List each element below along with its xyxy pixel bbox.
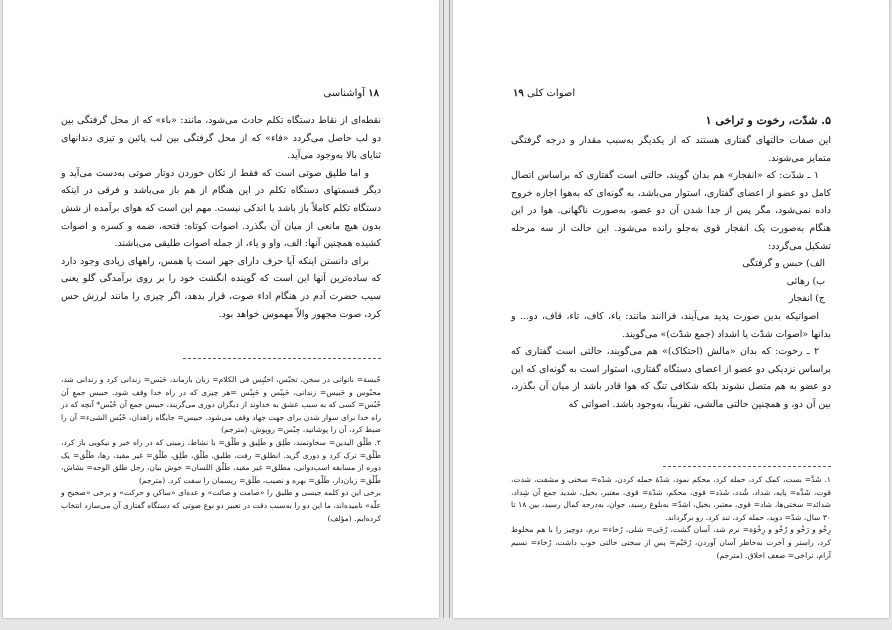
footnote-separator [183, 358, 381, 359]
left-footnote-3: برخی این دو کلمه جیسی و طلیق را «صامت و صائت» و عده‌ای «ساکن و حرکت» و برخی «صحیح و علّه» نامیده‌اند، ما این دو را به‌سبب دقت در تعبیر دو نوع صوتی که دستگاه گفتاری آن می‌سازد انتخاب کرده‌ایم. (مؤلف) [61, 488, 381, 523]
section-heading: ۵. شدّت، رخوت و تراخی ۱ [705, 114, 831, 127]
right-paragraph-3: ۲ ـ رخوت: که بدان «مالش (احتکاک)» هم می‌گویند، حالتی است گفتاری که براساس نزدیکی دو عضو از اعضای دستگاه گفتاری، استوار است به گونه‌ای که این دو عضو به هم متصل نشوند بلکه شکافی تنگ که هوا قادر باشد از میان آن بگذرد، بین آن دو، و همچنین حالتی مالشی، تقریباً، به‌وجود باشد. اصواتی که [511, 346, 831, 410]
page-divider-right [449, 0, 450, 618]
right-page-header [513, 88, 829, 99]
right-page-running-title: اصوات کلی [526, 88, 576, 99]
left-footnotes [61, 374, 381, 525]
left-footnote-2: ۲. طَلْق الیدین= سخاوتمند، طَلِق و طَلِیق و طَلْق= با نشاط، زمینی که در راه خیر و نیکویی باز کرد، طَلْق= ترک کرد و دوری گزید. انطلق= رفت، طلیق، طَلْق، طَلِق، طَلْق= غیر مقید، رها، طَلْق= یک دوره از مسابقه اسب‌دوانی، مطلق= غیر مقید، طَلْق اللسان= خوش بیان، رجل طلق الوجه= بشاش، طُلْق= زبان‌دار، طَلْق= بهره و نصیب، طَلَق= ریسمان را سفت کرد. (مترجم) [61, 437, 381, 485]
left-page-number-title [324, 88, 379, 99]
left-page [3, 0, 439, 618]
footnote-separator-right [663, 466, 831, 467]
left-paragraph-1: نقطه‌ای از نقاط دستگاه تکلم حادث می‌شود، مانند: «باء» که از محل گرفتگی بین دو لب حاصل می‌گردد «فاء» که از محل گرفتگی بین لب پائین و تیزی دندانهای ثنایای بالا به‌وجود می‌آید. [61, 115, 381, 162]
list-item: ج) انفجار [788, 293, 825, 305]
left-page-body [61, 112, 381, 323]
left-paragraph-2: و اما طلیق صوتی است که فقط از تکان خوردن دوتار صوتی به‌دست می‌آید و دیگر قسمتهای دستگاه تکلم در این هنگام از هم باز می‌باشد و فرقی در اینکه دستگاه تکلم کاملاً باز باشد یا اندکی نیست. مهم این است که هوای برآمده از شش بدون هیچ مانعی از میان آن بگذرد. اصوات کوتاه: فتحه، ضمه و کسره و اصوات کشیده همچنین آنها: الف، واو و یاء، از جمله اصوات طلیقی می‌باشند. [61, 167, 381, 250]
right-page-number-title [513, 88, 575, 99]
right-intro: این صفات حالتهای گفتاری هستند که از یکدیگر به‌سبب مقدار و درجه گرفتگی متمایز می‌شوند. [511, 135, 831, 164]
right-page-number: ۱۹ [513, 88, 524, 99]
right-footnote-1: ۱. شَدَّ= بست، کمک کرد، حمله کرد، محکم نمود، شدّهٔ حمله کردن، شدّه= سختی و مشقت، شدت، قوت، شَدَّه= پایه، شداد، شُدد، شَدَد= قوی، محکم، شدّة= قوی، معتبر، بخیل، شدید جمع آن شِداد، شدائد= سختی‌ها، شاد= قوی، معتبر، بخیل، اشدّ= به‌بلوغ رسید، جوان، به‌درجه کمال رسید، بین ۱۸ تا ۳۰ سال، شدّ= دوید، حمله کرد، تند کرد، رو برگرداند. [511, 475, 831, 522]
list-item: الف) حبس و گرفتگی [742, 258, 825, 270]
left-page-header [63, 88, 379, 99]
right-paragraph-2: اصواتیکه بدین صورت پدید می‌آیند، فرا‌انند مانند: باء، کاف، تاء، قاف، دو... و بدانها «اصوات شدّت یا اشداد (جمع شدّت)» می‌گویند. [511, 310, 831, 340]
left-paragraph-3: برای دانستن اینکه آیا حرف دارای جهر است یا همس، راههای زیادی وجود دارد که ساده‌ترین آنها این است که گوینده انگشت خود را بر روی برآمدگی گلو یعنی سیب حضرت آدم در هنگام اداء صوت، قرار بدهد، اگر چیزی را مانند لرزش حس کرد، صوت مجهور والاّ مهموس خواهد بود. [61, 255, 381, 320]
left-page-running-title: آواشناسی [323, 88, 366, 99]
right-paragraph-1: ۱ ـ شدّت: که «انفجار» هم بدان گویند، حالتی است گفتاری که براساس اتصال کامل دو عضو از اعضای گفتاری، استوار می‌باشد، به گونه‌ای که به‌هوا اجازه خروج داده نمی‌شود، مگر پس از جدا شدن آن دو عضو، به‌صورت ناگهانی. هوا در این هنگام به‌صورت یک انفجار قوی به‌جلو رانده می‌شود. این حالت از سه مرحله تشکیل می‌گردد: [511, 170, 831, 252]
left-footnote-1: حُبسة= ناتوانی در سخن، تحبّس، احتُبِس فی الکلام= زبان بازماند، حَبَس= زندانی کرد و زندانی شد، محبُوس و حَبیس= زندانی، حَبِیْس و حَبِیْس =هر چیزی که در راه خدا وقف شود. حبیس جمعِ آن حُبُس= کسی که به سبب عشق به خداوند از دیگران دوری می‌گزیند، حبیس جمع آن حُبُس* آنچه که در راه خدا برای سوار شدن برای جهت جهاد وقف می‌شود. حبیس= جایگاه زاهدان، حُبُس الشیء= آن را ضبط کرد، آن را پوشانید، حِبْس= روپوش، (مترجم) [61, 375, 381, 435]
right-page-body [511, 108, 831, 414]
right-footnote-2: رِخْو و رَخْو و رُخْو و رِخْوَة= نرم شد، آسان گشت، رُخَی= شلی، رُخاء= نرم، دوچیز را با هم مخلوط کرد، راستر و آخرت به‌خاطر آسان آوردن، رُخَیْم= پس از سختی حالتی خوب داشت، رُخاء= نسیم آرام، تراخی= ضعف اخلاق. (مترجم) [511, 525, 831, 560]
right-footnotes [511, 474, 831, 562]
left-page-number: ۱۸ [368, 88, 379, 99]
list-item: ب) رهائی [786, 275, 825, 287]
right-page [453, 0, 889, 618]
page-divider [443, 0, 444, 618]
